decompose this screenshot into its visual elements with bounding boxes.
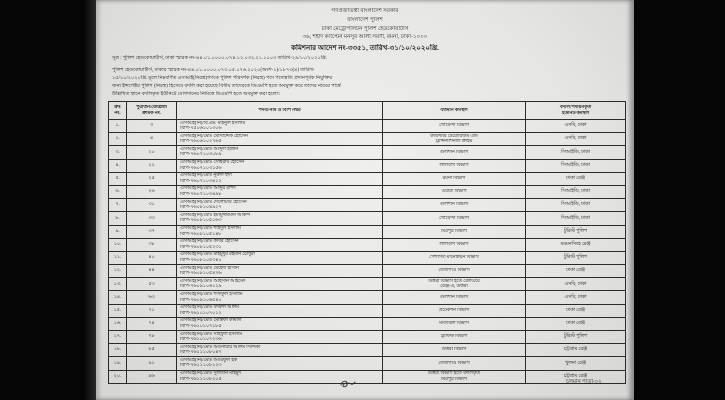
serial-number: ৩. (109, 146, 127, 159)
current-posting-line: তেজগাঁও বিভাগ (438, 360, 470, 366)
current-posting-cell (383, 185, 526, 198)
officer-name: এসআই(নি)/মোঃ মেহেদী হাসান (180, 265, 239, 271)
bp-number: বিপি-৭৬০৮১০৪৯২৭ (180, 205, 222, 211)
document-page (96, 0, 634, 400)
serial-number: ১৪. (109, 291, 127, 304)
serial-number: ১৯. (109, 357, 127, 370)
officer-name: এসআই(নি)/মোঃ মোস্তফা কামাল (180, 318, 242, 324)
current-posting-cell (383, 238, 526, 251)
serial-number: ১. (109, 120, 127, 133)
bp-number: বিপি-৭৬০৯১০৬১২৯ (180, 284, 222, 290)
current-posting-line: উত্তরা বিভাগ হতে রেলওয়ে (428, 278, 480, 284)
officer-name: এসআই(নি)/মোঃ আরিফুল হক (180, 357, 238, 363)
transfer-table (108, 101, 626, 384)
new-posting: ঢাকা রেঞ্জ (526, 317, 626, 330)
bp-number: বিপি-৭৬০৬১০২৭৬৫ (180, 139, 222, 145)
current-posting-line: গোয়েন্দা বিভাগ (439, 215, 469, 221)
scan-edge-shadow (84, 0, 96, 400)
bp-number: বিপি-৭৬০৮১০৫১৪৮ (180, 231, 222, 237)
seniority-number: ২০ (127, 146, 177, 159)
serial-number: ১০. (109, 238, 127, 251)
current-posting-line: রমনা বিভাগ (442, 176, 466, 182)
body-line: পুলিশ হেডকোয়ার্টার্স, ঢাকার স্মারক নং-৪৪.০১.০০০০.০৭৩.০৫.০৭৬.২০২০(অংশ-১)/১৮৭৩(৪) তারিখ- (112, 68, 315, 73)
table-header (109, 102, 626, 120)
new-posting: সিআইডি, ঢাকা (526, 185, 626, 198)
current-posting-line: রেঞ্জ-এ, উত্তরা (440, 284, 468, 290)
serial-number: ১৫. (109, 304, 127, 317)
current-posting-cell (383, 159, 526, 172)
current-posting-cell (383, 331, 526, 344)
current-posting-cell (383, 251, 526, 264)
header-line: ক্রঃ (114, 104, 121, 110)
office-heading: ঢাকা মেট্রোপলিটন পুলিশ হেডকোয়ার্টার্স (321, 26, 409, 32)
bp-number: বিপি-৭৬১০১০৭০১২ (180, 310, 222, 316)
header-line: পদবী/নাম ও বিপি নম্বর (258, 107, 301, 113)
office-address: ৩৬, শহীদ ক্যাপ্টেন মনসুর আলী সরণী, রমনা, ঢাকা-১০০০ (302, 34, 428, 40)
seniority-number: ৯৬ (127, 370, 177, 383)
current-posting-line: গুলশান বিভাগ (439, 202, 469, 208)
table-row (109, 304, 626, 317)
current-posting-cell (383, 146, 526, 159)
new-posting: এসবি, ঢাকা (526, 133, 626, 146)
officer-cell (177, 199, 383, 212)
current-posting-cell (383, 344, 526, 357)
officer-name: এসআই(নি)/মোঃ দেলোয়ার হোসেন (180, 199, 247, 205)
officer-name: এসআই(নি)/মোঃ কবির হোসেন (180, 239, 239, 245)
officer-cell (177, 331, 383, 344)
current-posting-cell (383, 225, 526, 238)
table-row (109, 172, 626, 185)
seniority-number: ৩ (127, 120, 177, 133)
current-posting-cell (383, 265, 526, 278)
serial-number: ১৮. (109, 344, 127, 357)
seniority-number: ২২ (127, 159, 177, 172)
current-posting-cell (383, 172, 526, 185)
bp-number: বিপি-৭৫০৬১০১৩০৬ (180, 126, 222, 132)
table-row (109, 331, 626, 344)
table-row (109, 199, 626, 212)
officer-cell (177, 304, 383, 317)
seniority-number: ৩৮ (127, 238, 177, 251)
new-posting: ঢাকা রেঞ্জ (526, 304, 626, 317)
new-posting: সিআইডি, ঢাকা (526, 159, 626, 172)
table-row (109, 370, 626, 383)
serial-number: ৮. (109, 212, 127, 225)
current-posting-cell (383, 120, 526, 133)
serial-number: ২. (109, 133, 127, 146)
officer-cell (177, 251, 383, 264)
new-posting: টুরিস্ট পুলিশ (526, 251, 626, 264)
current-posting-line: গুলশান বিভাগ (439, 149, 469, 155)
table-row (109, 212, 626, 225)
bp-number: বিপি-৭৬০৮১০৫৪৭৬ (180, 271, 222, 277)
current-posting-line: লালবাগ বিভাগ (439, 162, 469, 168)
seniority-number: ২৬ (127, 185, 177, 198)
bp-number: বিপি-৭৬১১১০৮২০৫ (180, 376, 222, 382)
officer-name: এসআই(নি)/মোঃ আহসান আহমেদ (180, 278, 246, 284)
officer-cell (177, 225, 383, 238)
body-line: উল্লিখিত স্থানে বদলিকৃত ইউনিটে যোগদানের নিমিত্তে ডিএমপি হতে অবমুক্ত করা হলো। (112, 92, 280, 97)
serial-number: ৫. (109, 172, 127, 185)
seniority-number: ৫৩ (127, 278, 177, 291)
seniority-number: ৪৪ (127, 265, 177, 278)
order-title: কমিশনার আদেশ নং-৩৩৫১, তারিখ-৩১/১০/২০২০খ্রি. (291, 44, 439, 52)
officer-cell (177, 120, 383, 133)
table-row (109, 291, 626, 304)
bp-number: বিপি-৭৬১১১০৮০৪৭ (180, 350, 222, 356)
officer-name: এসআই(নি)/মোঃ শহিদুল ইসলাম (180, 226, 241, 231)
table-row (109, 344, 626, 357)
table-row (109, 146, 626, 159)
new-posting: এসবি, ঢাকা (526, 120, 626, 133)
officer-cell (177, 212, 383, 225)
officer-cell (177, 172, 383, 185)
serial-number: ১৩. (109, 278, 127, 291)
new-posting: সিআইডি, ঢাকা (526, 199, 626, 212)
current-posting-cell (383, 133, 526, 146)
current-posting-cell (383, 212, 526, 225)
new-posting: এসবি, ঢাকা (526, 278, 626, 291)
header-line: বর্তমান কর্মস্থল (440, 107, 468, 113)
header-name (177, 102, 383, 120)
table-row (109, 225, 626, 238)
bp-number: বিপি-৭৬০৮১০৫২৩১ (180, 244, 222, 250)
officer-name: এসআই(নি)/বি.এম. মাইনুল ইসলাম (180, 120, 246, 126)
serial-number: ১৬. (109, 317, 127, 330)
current-posting-line: মিরপুর বিভাগ (441, 376, 467, 382)
body-line: ১৫/১০/২০২০খ্রি. মূলে নিম্নবর্ণিত এসআই(নিরস্ত্র)গণকে পুলিশ পরিদর্শক (নিরস্ত্র) পদে পদোন্নতি প্রদানপূর্বক নিযুক্তির (112, 76, 333, 81)
bp-number: বিপি-৭৬১০১০৭১৮৫ (180, 323, 222, 329)
table-row (109, 278, 626, 291)
officer-cell (177, 278, 383, 291)
current-posting-line: পেশাগত মানোন্নয়ন বিভাগ (429, 255, 479, 261)
seniority-number: ৭৮ (127, 331, 177, 344)
current-posting-line: ট্রান্সন্যাশনাল ক্রাইম (435, 139, 473, 145)
bp-number: বিপি-৭৬০৮১০৫০৬৩ (180, 218, 222, 224)
header-line: ইউনিট/কর্মস্থল (561, 110, 590, 116)
current-posting-line: প্রটেকশন বিভাগ (438, 307, 470, 313)
table-row (109, 317, 626, 330)
officer-name: এসআই(নি)/মোঃ নূরুল হুদা (180, 173, 232, 179)
police-heading: বাংলাদেশ পুলিশ (347, 17, 383, 23)
current-posting-line: উত্তরা বিভাগ হতে বদলিকৃত (427, 371, 481, 377)
officer-cell (177, 291, 383, 304)
bp-number: বিপি-৭৬০৭১০৩৪১২ (180, 178, 222, 184)
serial-number: ১৭. (109, 331, 127, 344)
new-posting: টুরিস্ট পুলিশ (526, 225, 626, 238)
bp-number: বিপি-৭৬০৭১০৩০৮৯ (180, 152, 222, 158)
officer-name: এসআই(নি)/মোঃ ইমামুজ্জামান আকন্দ (180, 212, 250, 218)
table-header-row (109, 102, 626, 120)
new-posting: ঢাকা রেঞ্জ (526, 172, 626, 185)
serial-number: ৬. (109, 185, 127, 198)
new-posting: এসবি, ঢাকা (526, 291, 626, 304)
header-current-posting (383, 102, 526, 120)
bp-number: বিপি-৭৬০৭১০৩১৫৬ (180, 165, 222, 171)
table-row (109, 159, 626, 172)
seniority-number: ৮৫ (127, 344, 177, 357)
current-posting-cell (383, 291, 526, 304)
officer-name: এসআই(নি)/মোঃ সাইফুল ইসলাম (180, 331, 243, 337)
table-row (109, 265, 626, 278)
new-posting: ঢাকা রেঞ্জ (526, 265, 626, 278)
officer-cell (177, 133, 383, 146)
govt-heading: গণপ্রজাতন্ত্রী বাংলাদেশ সরকার (331, 8, 399, 14)
bp-number: বিপি-৭৬০৭১০৩৪৯৮ (180, 192, 222, 198)
new-posting: খুলনা রেঞ্জ (526, 357, 626, 370)
serial-number: ১২. (109, 265, 127, 278)
table-row (109, 251, 626, 264)
seniority-number: ৭৪ (127, 317, 177, 330)
seniority-number: ৪ (127, 133, 177, 146)
seniority-number: ৯১ (127, 357, 177, 370)
officer-cell (177, 238, 383, 251)
officer-name: এসআই(নি)/মোঃ মোসাদ্দেক হোসেন (180, 133, 248, 139)
bp-number: বিপি-৭৬১১১০৮১২৩ (180, 363, 222, 369)
officer-cell (177, 317, 383, 330)
current-posting-line: উত্তরা বিভাগ (441, 347, 467, 353)
seniority-number: ৬৩ (127, 291, 177, 304)
officer-name: এসআই(নি)/মোঃ সুলতান মাহমুদ (180, 371, 241, 377)
current-posting-cell (383, 370, 526, 383)
new-posting: টুরিস্ট পুলিশ (526, 331, 626, 344)
continued-page-note: চলমান পাতা-০২ (566, 379, 602, 385)
officer-cell (177, 357, 383, 370)
officer-name: এসআই(নি)/মোঃ বদরুল আলম (180, 305, 239, 311)
seniority-number: ৩১ (127, 199, 177, 212)
officer-name: এসআই(নি)/মোঃ আব্দুল হান্নান (180, 146, 239, 152)
current-posting-cell (383, 278, 526, 291)
officer-name: এসআই(নি)/মোঃ আনোয়ার আলম সিদ্দিকী (180, 344, 261, 350)
officer-name: এসআই(নি)/মোঃ সোহরাব হোসেন (180, 160, 245, 166)
officer-name: এসআই(নি)/মোঃ আব্দুর রশিদ (180, 186, 236, 192)
current-posting-line: লালবাগ বিভাগ (439, 241, 469, 247)
current-posting-cell (383, 304, 526, 317)
header-line: ক্রমিক নং. (142, 110, 161, 116)
signature-mark (339, 376, 357, 390)
serial-number: ১১. (109, 251, 127, 264)
current-posting-cell (383, 357, 526, 370)
serial-number: ৭. (109, 199, 127, 212)
new-posting: ময়মনসিংহ রেঞ্জ (526, 238, 626, 251)
bp-number: বিপি-৭৬১০১০৭২৩৬ (180, 337, 222, 343)
seniority-number: ৭১ (127, 304, 177, 317)
bp-number: বিপি-৭৬০৯১০৬৫৪০ (180, 297, 222, 303)
current-posting-line: গোয়েন্দা বিভাগ (439, 123, 469, 129)
officer-cell (177, 159, 383, 172)
reference-line: সূত্র : পুলিশ হেডকোয়ার্টার্স, ঢাকা স্মারক নং-৪৪.০১.০০০০.০৭৪.১২.০৩২.২১.১০০৩ তারিখ-২৯/১০/২০২০খ্রি. (112, 56, 328, 61)
current-posting-line: গুলশান বিভাগ (439, 294, 469, 300)
officer-name: এসআই(নি)/মোঃ মাহমুদুর রহমান চৌধুরী (180, 252, 255, 258)
seniority-number: ২৫ (127, 172, 177, 185)
current-posting-line: তেজগাঁও বিভাগ (438, 268, 470, 274)
header-line: নং. (114, 110, 121, 116)
new-posting: চট্টগ্রাম রেঞ্জ (526, 344, 626, 357)
body-line: জন্য ইন্সপেক্টর পুলিশ (নিরস্ত্র) হিসেবে বদলি করা হয়েছে বিধায় তাদেরকে ডিএমপি হতে অবমুক্ত করে তাদের নামের পার্শ্বে (112, 84, 341, 89)
current-posting-line: মিরপুর বিভাগ (441, 228, 467, 234)
table-row (109, 120, 626, 133)
current-posting-cell (383, 317, 526, 330)
officer-cell (177, 185, 383, 198)
table-row (109, 133, 626, 146)
header-line: বদলি/পদায়নকৃত (559, 104, 592, 110)
seniority-number: ৩৩ (127, 212, 177, 225)
officer-name: এসআই(নি)/মোঃ শফিকুল ইসলাম (180, 291, 243, 297)
table-row (109, 238, 626, 251)
table-body (109, 120, 626, 384)
bp-number: বিপি-৭৬০৮১০৫৩৪০ (180, 257, 222, 263)
table-row (109, 185, 626, 198)
current-posting-cell (383, 199, 526, 212)
officer-cell (177, 146, 383, 159)
current-posting-line: কাউন্টার টেরোরিজম এন্ড (430, 133, 478, 139)
current-posting-line: মতিঝিল বিভাগ (439, 321, 469, 327)
new-posting: চট্টগ্রাম রেঞ্জ (526, 370, 626, 383)
new-posting: সিআইডি, ঢাকা (526, 212, 626, 225)
header-seniority (127, 102, 177, 120)
officer-cell (177, 344, 383, 357)
header-serial (109, 102, 127, 120)
current-posting-line: ওয়ারী বিভাগ (441, 189, 467, 195)
new-posting: সিআইডি, ঢাকা (526, 146, 626, 159)
serial-number: ৯. (109, 225, 127, 238)
current-posting-line: ট্রাফিক বিভাগ (440, 334, 468, 340)
header-line: পুরাতন/জ্যেষ্ঠতা (136, 104, 167, 110)
table-row (109, 357, 626, 370)
header-new-posting (526, 102, 626, 120)
serial-number: ২০. (109, 370, 127, 383)
serial-number: ৪. (109, 159, 127, 172)
officer-cell (177, 265, 383, 278)
seniority-number: ৩৭ (127, 225, 177, 238)
seniority-number: ৪০ (127, 251, 177, 264)
